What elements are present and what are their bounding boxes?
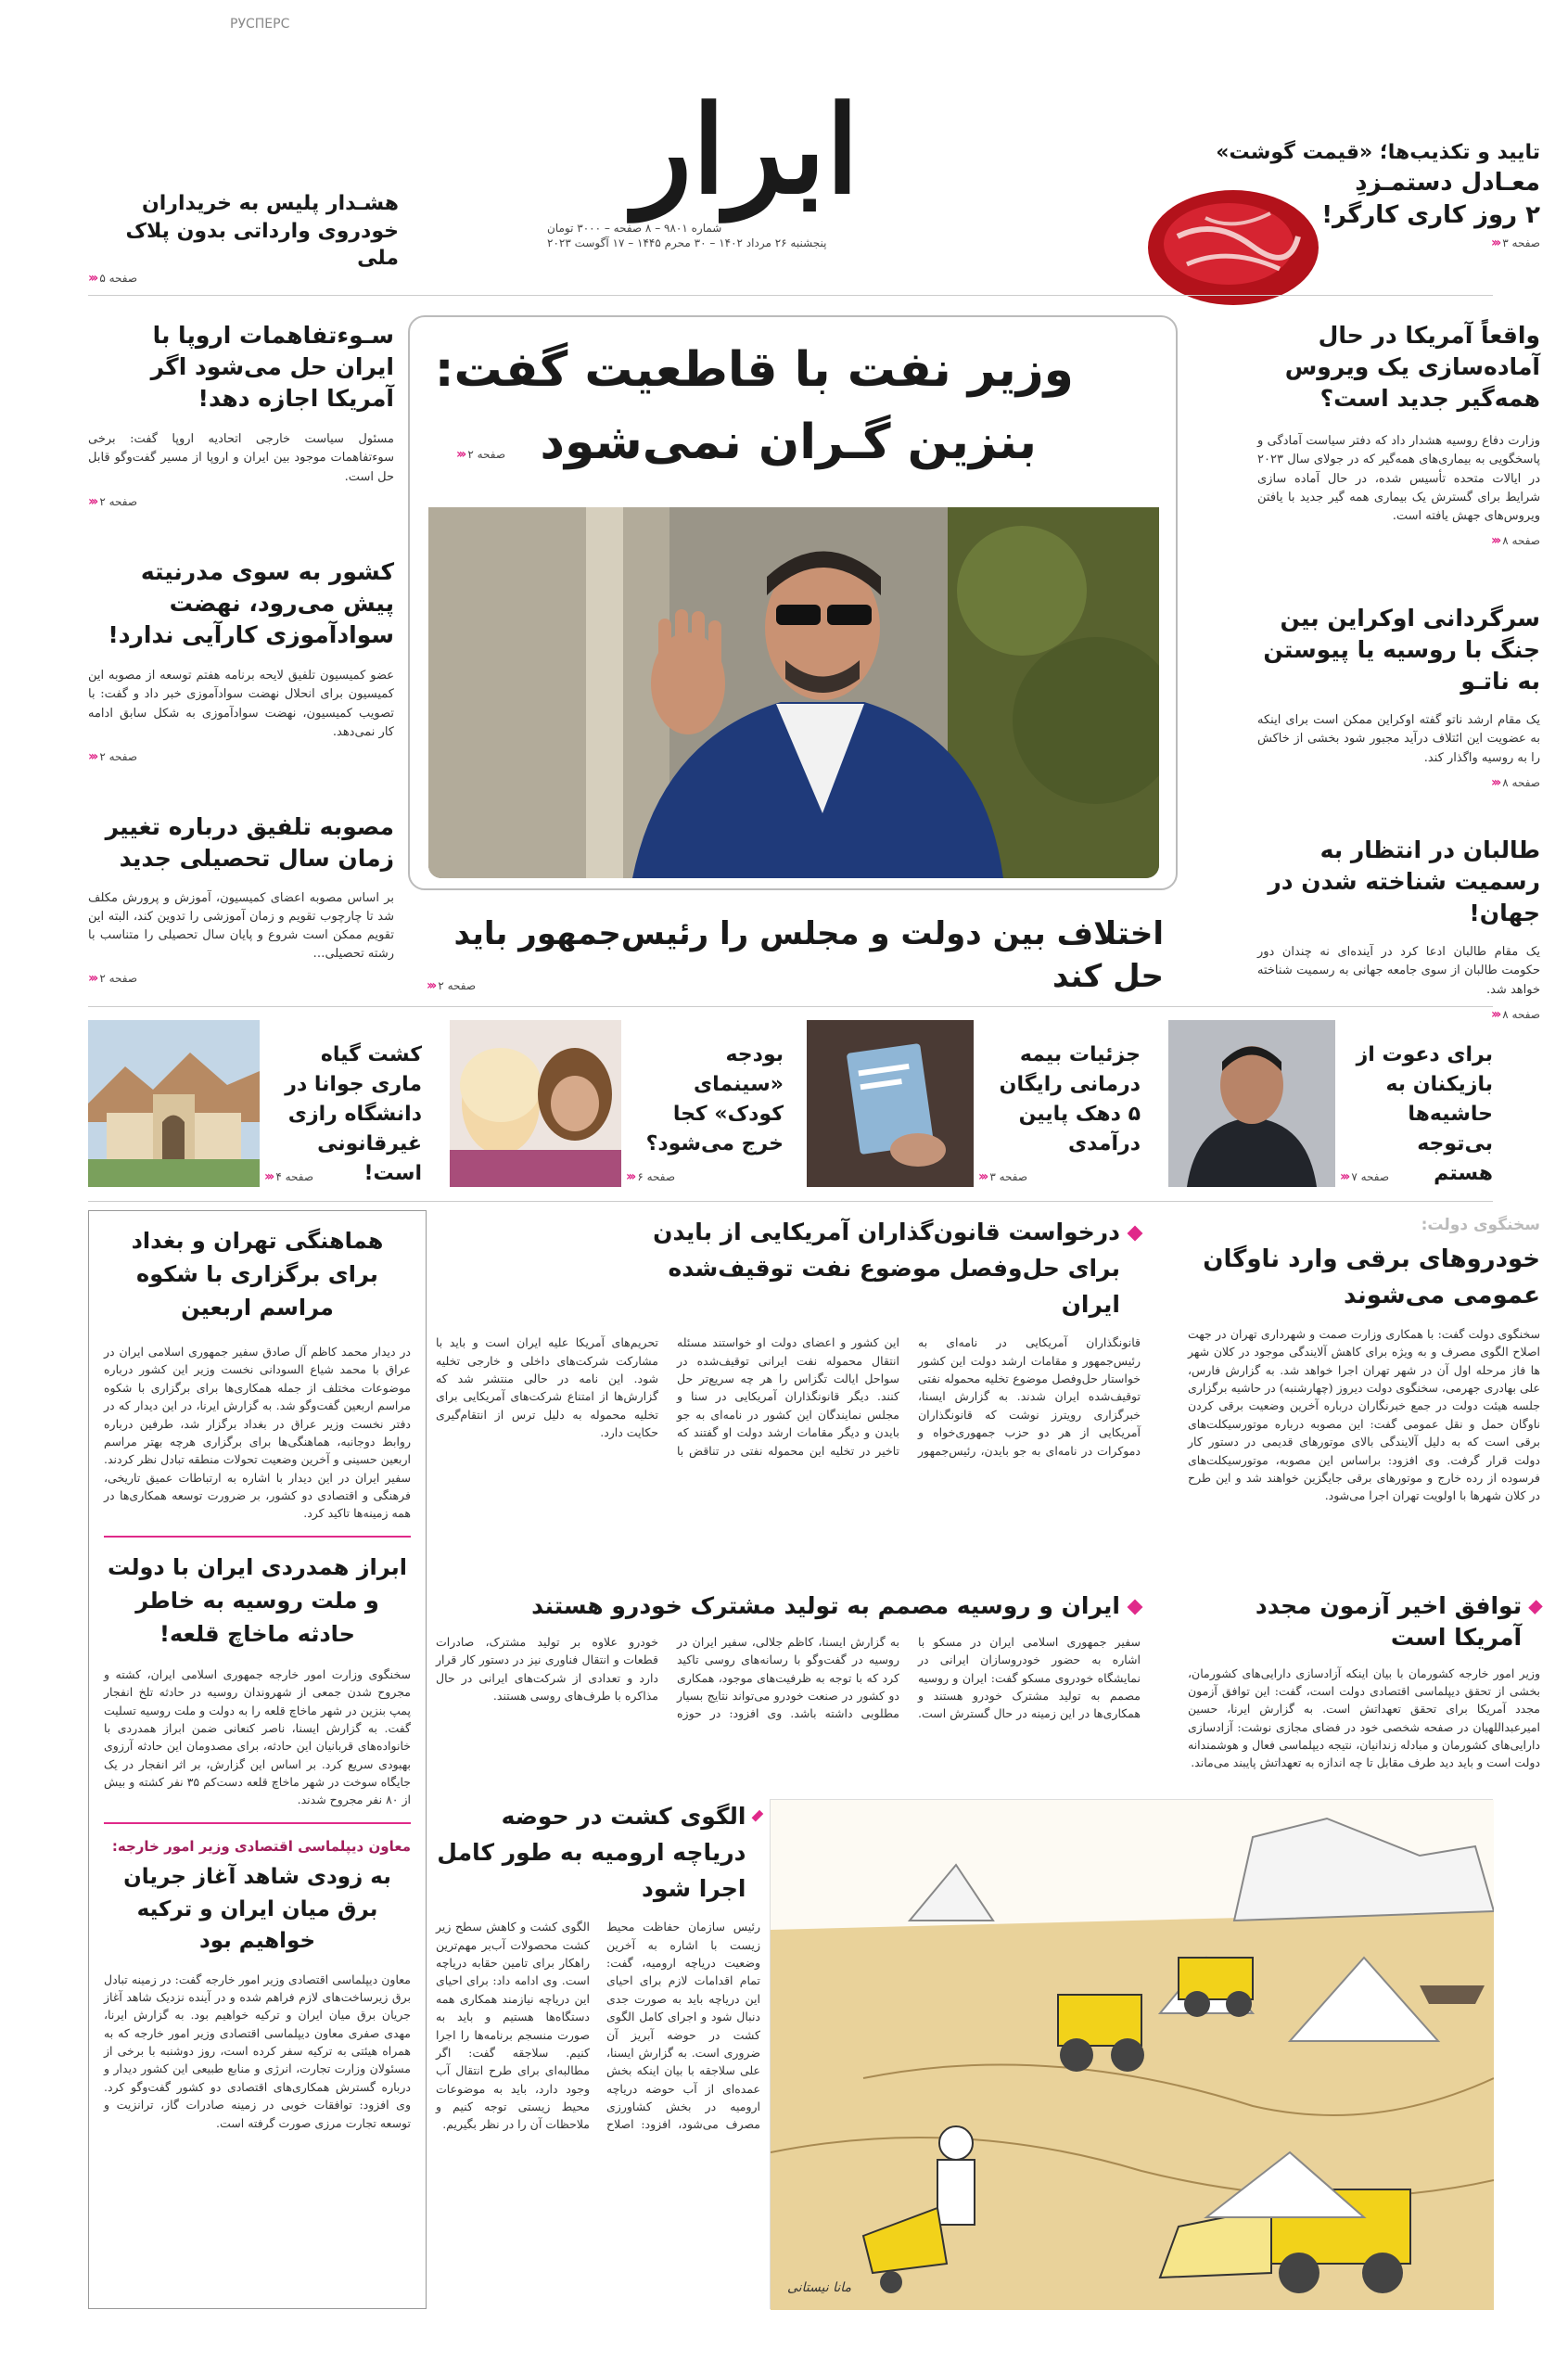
lead-page	[456, 447, 505, 462]
top-left-title-2: خودروی وارداتی بدون پلاک ملی	[125, 219, 399, 271]
chevron-left-icon: ‹‹‹	[88, 493, 96, 509]
page-ref-text: صفحه ۲	[99, 749, 138, 763]
top-left-story[interactable]	[121, 190, 399, 273]
left-story-3[interactable]	[88, 811, 394, 986]
right-story-1-body: وزارت دفاع روسیه هشدار داد که دفتر سیاست آمادگی و پاسخگویی به بیماری‌های همه‌گیر که در جولای سال ۲۰۲۳ در ایالات متحده تأسیس شده، در حال آماده سازی شرایط برای گسترش یک بیماری همه گیر جدید با یافتن ویروس‌های جهش یافته است.	[1257, 434, 1540, 523]
chevron-left-icon: ‹‹‹	[88, 271, 96, 286]
page-ref-text: صفحه ۸	[1502, 533, 1540, 547]
left-story-1-title: سـوء‌تفاهمات اروپا با ایران حل می‌شود اگر آمریکا اجازه دهد!	[150, 322, 394, 412]
page-ref-text: صفحه ۲	[438, 979, 477, 992]
congress-body: قانونگذاران آمریکایی در نامه‌ای به رئیس‌جمهور و مقامات ارشد دولت این کشور خواستار حل‌وفصل موضوع تخلیه محموله نفتی توقیف‌شده ایران شدند. به گزارش ایسنا، خبرگزاری رویترز نوشت که قانونگذاران آمریکایی از هر دو حزب جمهوری‌خواه و دموکرات در نامه‌ای به جو بایدن، رئیس‌جمهور این کشور و اعضای دولت او خواستند مسئله انتقال محموله نفت ایرانی توقیف‌شده در سواحل ایالت تگزاس را هر چه سریع‌تر حل کنند. دیگر قانونگذاران آمریکایی در سنا و مجلس نمایندگان این کشور در نامه‌ای به جو بایدن و دیگر مقامات ارشد دولت او گفتند که تاخیر در تخلیه این محموله نفتی در تناقض با تحریم‌های آمریکا علیه ایران است و باید با مشارکت شرکت‌های داخلی و خارجی تخلیه شود. این نامه در حالی منتشر شد که گزارش‌ها از امتناع شرکت‌های آمریکایی برای تخلیه محموله به دلیل ترس از انتقام‌گیری حکایت دارد.	[436, 1335, 1141, 1458]
right-story-2[interactable]	[1257, 603, 1540, 790]
right-story-3-body: یک مقام طالبان ادعا کرد در آینده‌ای نه چندان دور حکومت طالبان از سوی جامعه جهانی به رسمیت شناخته خواهد شد.	[1257, 945, 1540, 997]
lead-subheadline[interactable]: اختلاف بین دولت و مجلس را رئیس‌جمهور باید حل کند	[453, 915, 1164, 995]
chevron-left-icon: ‹‹‹	[264, 1169, 273, 1184]
lead-headline-2: بنزین گـران نمی‌شود	[540, 415, 1037, 470]
page-ref-text: صفحه ۲	[99, 494, 138, 508]
chevron-left-icon: ‹‹‹	[626, 1169, 634, 1184]
page-ref-text: صفحه ۷	[1351, 1170, 1390, 1183]
left-story-3-body: بر اساس مصوبه اعضای کمیسیون، آموزش و پرورش مکلف شد تا چارچوب تقویم و زمان آموزشی را تدوین کند، البته این تقویم ممکن است شروع و پایان سال تحصیلی را متناسب با رشته تحصیلی…	[88, 890, 394, 961]
meat-image	[1141, 181, 1326, 311]
lead-photo	[428, 507, 1159, 878]
teaser-3-page	[626, 1169, 675, 1184]
newspaper-logo: ابرار	[633, 79, 860, 221]
left-story-1[interactable]	[88, 320, 394, 509]
lead-headline-1: وزیر نفت با قاطعیت گفت:	[434, 342, 1074, 398]
congress-article[interactable]	[436, 1215, 1141, 1460]
top-left-title-1: هشـدار پلیس به خریداران	[141, 192, 399, 215]
teaser-4-text: کشت گیاه ماری جوانا در دانشگاه رازی غیرقانونی است!	[285, 1043, 422, 1185]
urmia-body: رئیس سازمان حفاظت محیط زیست با اشاره به آخرین وضعیت دریاچه ارومیه، گفت: تمام اقدامات لازم برای احیای این دریاچه باید به صورت جدی دنبال شود و اجرای کامل الگوی کشت در حوضه آبریز آن ضروری است. به گزارش ایسنا، علی سلاجقه با بیان اینکه بخش عمده‌ای از آب حوضه دریاچه ارومیه در بخش کشاورزی مصرف می‌شود، افزود: اصلاح الگوی کشت و کاهش سطح زیر کشت محصولات آب‌بر مهم‌ترین راهکار برای تامین حقابه دریاچه است. وی ادامه داد: برای احیای این دریاچه نیازمند همکاری همه دستگاه‌ها هستیم و باید به صورت منسجم برنامه‌ها را اجرا کنیم. سلاجقه گفت: اگر مطالبه‌ای برای طرح انتقال آب وجود دارد، باید به موضوعات محیط زیستی توجه کنیم و ملاحظات آن را در نظر بگیریم.	[436, 1920, 760, 2132]
masthead-rule	[88, 295, 1493, 296]
teaser-3-text: بودجه «سینمای کودک» کجا خرج می‌شود؟	[645, 1043, 784, 1155]
chevron-left-icon: ‹‹‹	[88, 971, 96, 987]
iran-russia-body: سفیر جمهوری اسلامی ایران در مسکو با اشاره به حضور خودروسازان ایرانی در نمایشگاه خودروی مسکو گفت: ایران و روسیه مصمم به تولید مشترک خودرو هستند و همکاری‌ها در این زمینه در حال گسترش است. به گزارش ایسنا، کاظم جلالی، سفیر ایران در روسیه در گفت‌وگو با رسانه‌های روسی تاکید کرد که با توجه به ظرفیت‌های موجود، همکاری دو کشور در صنعت خودرو می‌تواند نتایج بسیار مطلوبی داشته باشد. وی افزود: در حوزه خودرو علاوه بر تولید مشترک، صادرات قطعات و انتقال فناوری نیز در دستور کار قرار دارد و تعدادی از شرکت‌های ایرانی در حال مذاکره با طرف‌های روسی هستند.	[436, 1634, 1141, 1721]
page-ref-text: صفحه ۲	[99, 972, 138, 986]
urmia-cartoon	[770, 1799, 1493, 2309]
right-story-3-title: طالبان در انتظار به رسمیت شناخته شدن در جهان!	[1268, 836, 1540, 926]
economic-body: معاون دیپلماسی اقتصادی وزیر امور خارجه گفت: در زمینه تبادل برق زیرساخت‌های لازم فراهم شده و در آینده نزدیک شاهد آغاز جریان برق میان ایران و ترکیه خواهیم بود. به گزارش ایرنا، مهدی صفری معاون دیپلماسی اقتصادی وزیر امور خارجه که به همراه هیئتی به ترکیه سفر کرده است، روز دوشنبه با برخی از مسئولان وزارت تجارت، انرژی و منابع طبیعی این کشور دیدار و درباره گسترش همکاری‌های اقتصادی دو کشور گفت‌وگو کرد. وی افزود: توافقات خوبی در زمینه صادرات گاز، ترانزیت و توسعه تجارت مرزی صورت گرفته است.	[104, 1972, 411, 2130]
left-story-2-body: عضو کمیسیون تلفیق لایحه برنامه هفتم توسعه از مصوبه این کمیسیون برای انحلال نهضت سوادآموزی خبر داد و گفت: با تصویب کمیسیون، نهضت سوادآموزی به شکل سابق ادامه کار نمی‌دهد.	[88, 669, 394, 739]
congress-title: درخواست قانون‌گذاران آمریکایی از بایدن برای حل‌وفصل موضوع نفت توقیف‌شده ایران	[653, 1219, 1120, 1318]
right-story-2-page	[1257, 775, 1540, 790]
teaser-top-rule	[88, 1006, 1493, 1007]
economic-title: به زودی شاهد آغاز جریان برق میان ایران و ترکیه خواهیم بود	[123, 1865, 391, 1953]
right-story-2-body: یک مقام ارشد ناتو گفته اوکراین ممکن است برای اینکه به عضویت این ائتلاف درآید مجبور شود بخشی از خاکش را به روسیه واگذار کند.	[1257, 713, 1540, 765]
top-right-title-2: معـادل دستمـزدِ	[1355, 168, 1540, 197]
top-right-title-3: ۲ روز کاری کارگر!	[1321, 200, 1540, 229]
tehran-baghdad-body: در دیدار محمد کاظم آل صادق سفیر جمهوری اسلامی ایران در عراق با محمد شیاع السودانی نخست وزیر این کشور درباره موضوعات مختلف از جمله همکاری‌ها برای برگزاری با شکوه مراسم اربعین گفت‌وگو شد. به گزارش ایرنا، در این دیدار که در دفتر نخست وزیر عراق در بغداد برگزار شد، طرفین درباره روابط دوجانبه، هماهنگی‌ها برای برگزاری هرچه بهتر مراسم اربعین حسینی و آخرین وضعیت تحولات منطقه تبادل نظر کردند. سفیر ایران در این دیدار با اشاره به ارتباطات عمیق تاریخی، فرهنگی و اقتصادی دو کشور، بر ضرورت توسعه همکاری‌ها در همه زمینه‌ها تاکید کرد.	[104, 1345, 411, 1521]
masthead	[547, 79, 946, 297]
left-story-2-title: کشور به سوی مدرنیته پیش می‌رود، نهضت سوادآموزی کارآیی ندارد!	[108, 558, 394, 648]
teaser-1[interactable]	[1168, 1020, 1493, 1192]
left-story-3-title: مصوبه تلفیق درباره تغییر زمان سال تحصیلی جدید	[105, 813, 394, 872]
university-photo-illustration	[88, 1020, 260, 1187]
chevron-left-icon: ‹‹‹	[1490, 235, 1499, 250]
page-ref-text: صفحه ۲	[467, 448, 506, 461]
teaser-2-text: جزئیات بیمه درمانی رایگان ۵ دهک پایین درآمدی	[999, 1043, 1141, 1155]
page-ref-text: صفحه ۴	[275, 1170, 314, 1183]
diamond-icon	[1128, 1600, 1143, 1615]
diamond-icon	[1128, 1226, 1143, 1242]
teaser-2-page	[978, 1169, 1027, 1184]
right-story-3[interactable]	[1257, 835, 1540, 1022]
lead-sub-page	[427, 978, 476, 993]
right-story-1-title: واقعاً آمریکا در حال آماده‌سازی یک ویروس همه‌گیر جدید است؟	[1284, 322, 1540, 412]
cinema-photo-illustration	[450, 1020, 621, 1187]
lead-story-box[interactable]	[408, 315, 1178, 890]
iran-russia-article[interactable]	[436, 1590, 1141, 1723]
ev-title: خودروهای برقی وارد ناوگان عمومی می‌شوند	[1203, 1244, 1540, 1309]
economic-kicker: معاون دیپلماسی اقتصادی وزیر امور خارجه:	[111, 1837, 411, 1855]
issue-line: شماره ۹۸۰۱ – ۸ صفحه – ۳۰۰۰ تومان	[547, 222, 722, 235]
source-label: РУСПЕРС	[230, 17, 290, 32]
page-ref-text: صفحه ۶	[637, 1170, 676, 1183]
chevron-left-icon: ‹‹‹	[88, 748, 96, 764]
cartoon-signature: مانا نیستانی	[787, 2280, 852, 2295]
coach-photo-illustration	[1168, 1020, 1335, 1187]
teaser-4[interactable]	[88, 1020, 422, 1192]
right-story-1-page	[1257, 533, 1540, 548]
teaser-2[interactable]	[807, 1020, 1141, 1192]
teaser-1-photo	[1168, 1020, 1335, 1187]
right-story-1[interactable]	[1257, 320, 1540, 548]
left-story-3-page	[88, 971, 394, 986]
teaser-4-page	[264, 1169, 313, 1184]
tehran-baghdad-title: هماهنگی تهران و بغداد برای برگزاری با شکوه مراسم اربعین	[131, 1228, 384, 1321]
left-story-1-page	[88, 494, 394, 509]
teaser-3-photo	[450, 1020, 621, 1187]
final-test-article[interactable]	[1188, 1590, 1540, 1772]
top-left-page	[88, 271, 137, 286]
iran-russia-title: ایران و روسیه مصمم به تولید مشترک خودرو هستند	[531, 1592, 1120, 1619]
left-story-2-page	[88, 749, 394, 764]
page-ref-text: صفحه ۸	[1502, 1007, 1540, 1021]
sympathy-title: ابراز همدردی ایران با دولت و ملت روسیه به خاطر حادثه ماخاچ قلعه!	[108, 1553, 407, 1647]
diamond-icon	[752, 1810, 763, 1821]
sympathy-body: سخنگوی وزارت امور خارجه جمهوری اسلامی ایران، کشته و مجروح شدن جمعی از شهروندان روسیه در حادثه تلخ انفجار پمپ بنزین در شهر ماخاچ قلعه را به دولت و ملت روسیه تسلیت گفت. به گزارش ایسنا، ناصر کنعانی ضمن ابراز همدردی با خانواده‌های قربانیان این حادثه، برای مصدومان این حادثه آرزوی بهبودی سریع کرد. بر اساس این گزارش، بر اثر انفجار در یک جایگاه سوخت در شهر ماخاچ قلعه دست‌کم ۳۵ نفر کشته و بیش از ۸۰ نفر مجروح شدند.	[104, 1666, 411, 1807]
teaser-1-text: برای دعوت از بازیکنان به حاشیه‌ها بی‌توجه هستم	[1356, 1043, 1493, 1185]
urmia-title: الگوی کشت در حوضه دریاچه ارومیه به طور کامل اجرا شود	[437, 1803, 746, 1902]
ev-kicker: سخنگوی دولت:	[1421, 1216, 1540, 1234]
teaser-2-photo	[807, 1020, 974, 1187]
chevron-left-icon: ‹‹‹	[978, 1169, 987, 1184]
section-divider	[104, 1822, 411, 1824]
page-ref-text: صفحه ۵	[99, 272, 138, 285]
page-ref-text: صفحه ۳	[989, 1170, 1028, 1183]
top-right-title-1: تایید و تکذیب‌ها؛ «قیمت گوشت»	[1216, 141, 1540, 164]
chevron-left-icon: ‹‹‹	[1490, 1006, 1499, 1022]
chevron-left-icon: ‹‹‹	[1340, 1169, 1348, 1184]
final-test-body: وزیر امور خارجه کشورمان با بیان اینکه آزادسازی دارایی‌های کشورمان، بخشی از تحقق دیپلماسی اقتصادی دولت است، گفت: این توافق آزمون مجدد آمریکا برای تحقق تعهداتش است. به گزارش ایرنا، حسین امیرعبداللهیان در صفحه شخصی خود در فضای مجازی نوشت: آزادسازی دارایی‌های کشورمان و مبادله زندانیان، نتیجه دیپلماسی فعال و هوشمندانه دولت است و باید دید طرف مقابل تا چه اندازه به تعهداتش پایبند می‌ماند.	[1188, 1666, 1540, 1770]
teaser-1-page	[1340, 1169, 1389, 1184]
ev-article[interactable]	[1188, 1215, 1540, 1505]
diamond-icon	[1528, 1600, 1542, 1614]
tehran-baghdad-box[interactable]	[88, 1210, 427, 2309]
minister-photo-illustration	[428, 507, 1159, 878]
left-story-2[interactable]	[88, 556, 394, 764]
teaser-bottom-rule	[88, 1201, 1493, 1202]
page-ref-text: صفحه ۸	[1502, 775, 1540, 789]
chevron-left-icon: ‹‹‹	[456, 447, 465, 462]
chevron-left-icon: ‹‹‹	[1490, 774, 1499, 790]
chevron-left-icon: ‹‹‹	[1490, 532, 1499, 548]
section-divider	[104, 1536, 411, 1538]
date-line: پنجشنبه ۲۶ مرداد ۱۴۰۲ – ۳۰ محرم ۱۴۴۵ – ۱۷ آگوست ۲۰۲۳	[547, 236, 827, 249]
ev-body: سخنگوی دولت گفت: با همکاری وزارت صمت و شهرداری تهران در جهت اصلاح الگوی مصرف و به ویژه برای کاهش آلایندگی موجود در کلان شهر ها فاز مرحله اول آن در شهر تهران اجرا خواهد شد. به گزارش فارس، علی بهادری جهرمی، سخنگوی دولت دیروز (چهارشنبه) در حاشیه برگزاری جلسه هیئت دولت در جمع خبرنگاران درباره آخرین وضعیت برقی کردن ناوگان حمل و نقل عمومی گفت: این مصوبه درباره موتورسیکلت‌های برقی است که به دلیل آلایندگی بالای موتورهای قدیمی در دستور کار دولت قرار گرفت. وی افزود: براساس این مصوبه، موتورسیکلت‌های فرسوده از رده خارج و موتورهای برقی جایگزین خواهند شد و این طرح در کلان شهرها با اولویت تهران اجرا می‌شود.	[1188, 1326, 1540, 1503]
teaser-4-photo	[88, 1020, 260, 1187]
page-ref-text: صفحه ۳	[1502, 236, 1540, 249]
final-test-title: توافق اخیر آزمون مجدد آمریکا است	[1255, 1592, 1523, 1651]
teaser-3[interactable]	[450, 1020, 784, 1192]
urmia-article[interactable]	[436, 1799, 760, 2134]
left-story-1-body: مسئول سیاست خارجی اتحادیه اروپا گفت: برخی سوءتفاهمات موجود بین ایران و اروپا از مسیر گفت‌وگو قابل حل است.	[88, 432, 394, 484]
right-story-2-title: سرگردانی اوکراین بین جنگ با روسیه یا پیوستن به ناتـو	[1263, 605, 1540, 695]
insurance-card-photo-illustration	[807, 1020, 974, 1187]
salt-lake-cartoon-illustration	[771, 1800, 1494, 2310]
chevron-left-icon: ‹‹‹	[427, 978, 435, 993]
